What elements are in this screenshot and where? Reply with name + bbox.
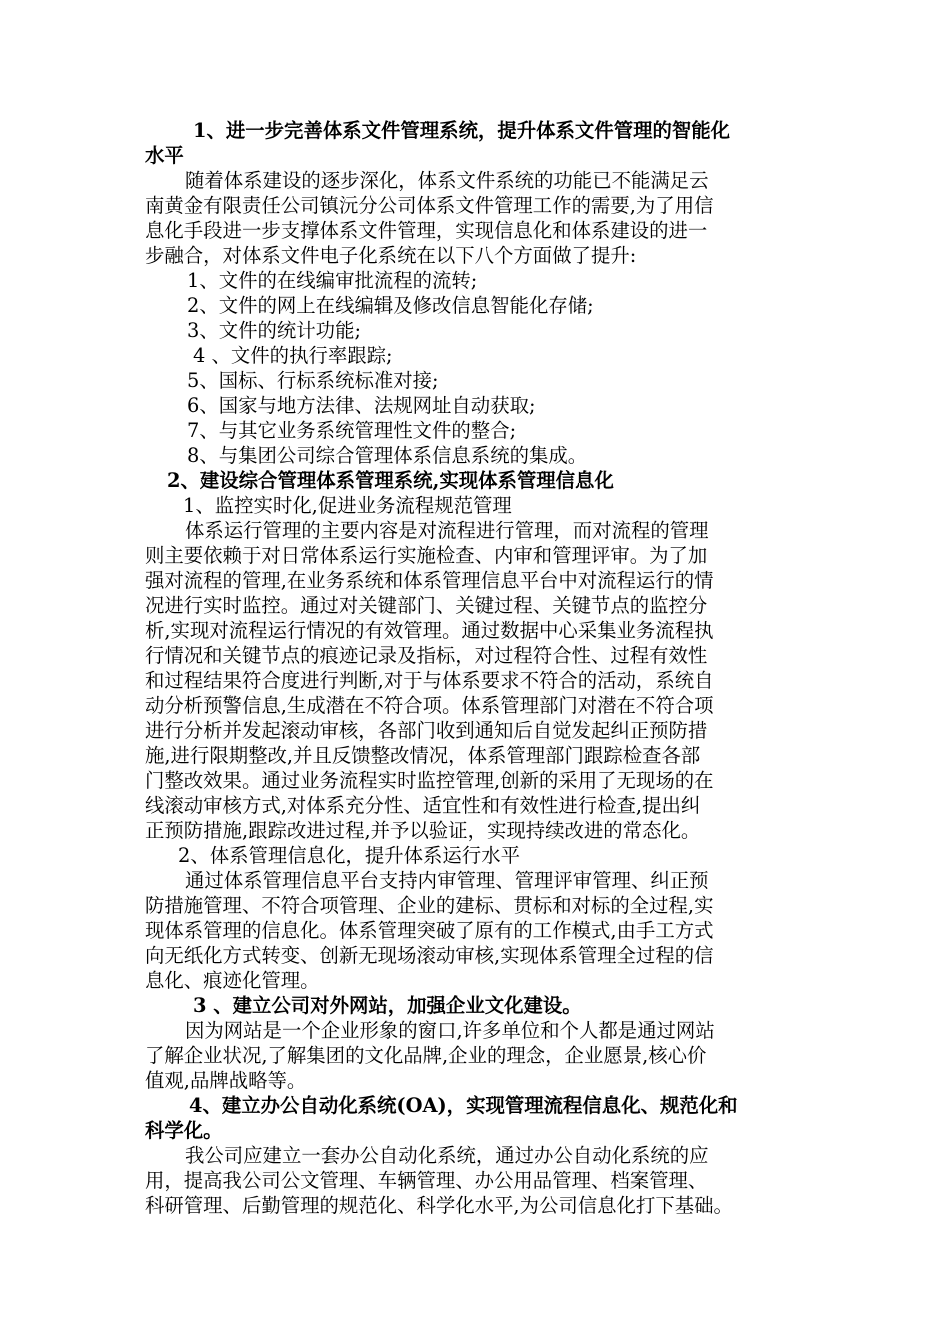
section1-item: 6、国家与地方法律、法规网址自动获取;	[187, 394, 536, 417]
section1-para-line: 南黄金有限责任公司镇沅分公司体系文件管理工作的需要,为了用信	[145, 194, 714, 217]
section1-item: 7、与其它业务系统管理性文件的整合;	[187, 419, 517, 442]
section2-sub1-line: 线滚动审核方式,对体系充分性、适宜性和有效性进行检查,提出纠	[145, 794, 701, 817]
section2-sub1-line: 进行分析并发起滚动审核，各部门收到通知后自觉发起纠正预防措	[145, 719, 708, 742]
section1-item: 2、文件的网上在线编辑及修改信息智能化存储;	[187, 294, 594, 317]
section1-item: 8、与集团公司综合管理体系信息系统的集成。	[187, 444, 588, 467]
section2-sub2-line: 通过体系管理信息平台支持内审管理、管理评审管理、纠正预	[185, 869, 709, 892]
section2-sub2-line: 息化、痕迹化管理。	[145, 969, 320, 992]
section2-sub1-line: 动分析预警信息,生成潜在不符合项。体系管理部门对潜在不符合项	[145, 694, 714, 717]
section1-para-line: 随着体系建设的逐步深化，体系文件系统的功能已不能满足云	[185, 169, 709, 192]
section2-sub1-heading: 1、监控实时化,促进业务流程规范管理	[183, 494, 512, 517]
section4-para-line: 科研管理、后勤管理的规范化、科学化水平,为公司信息化打下基础。	[145, 1194, 733, 1217]
section1-item: 3、文件的统计功能;	[187, 319, 361, 342]
section1-heading-line2: 水平	[145, 144, 184, 167]
section4-para-line: 用，提高我公司公文管理、车辆管理、办公用品管理、档案管理、	[145, 1169, 708, 1192]
section1-para-line: 步融合，对体系文件电子化系统在以下八个方面做了提升:	[145, 244, 637, 267]
section2-sub1-line: 行情况和关键节点的痕迹记录及指标，对过程符合性、过程有效性	[145, 644, 708, 667]
section2-sub1-line: 施,进行限期整改,并且反馈整改情况，体系管理部门跟踪检查各部	[145, 744, 701, 767]
document-page	[145, 118, 813, 1218]
section2-heading: 2、建设综合管理体系管理系统,实现体系管理信息化	[167, 469, 614, 492]
section1-heading-line1: 1、进一步完善体系文件管理系统，提升体系文件管理的智能化	[193, 119, 731, 142]
section2-sub1-line: 和过程结果符合度进行判断,对于与体系要求不符合的活动，系统自	[145, 669, 714, 692]
section3-para-line: 因为网站是一个企业形象的窗口,许多单位和个人都是通过网站	[185, 1019, 715, 1042]
section3-heading: 3 、建立公司对外网站，加强企业文化建设。	[193, 994, 582, 1017]
section1-item: 5、国标、行标系统标准对接;	[187, 369, 439, 392]
section2-sub1-line: 强对流程的管理,在业务系统和体系管理信息平台中对流程运行的情	[145, 569, 714, 592]
section4-heading-line2: 科学化。	[145, 1119, 223, 1142]
section3-para-line: 值观,品牌战略等。	[145, 1069, 307, 1092]
section2-sub1-line: 门整改效果。通过业务流程实时监控管理,创新的采用了无现场的在	[145, 769, 714, 792]
section2-sub2-line: 现体系管理的信息化。体系管理突破了原有的工作模式,由手工方式	[145, 919, 714, 942]
section3-para-line: 了解企业状况,了解集团的文化品牌,企业的理念，企业愿景,核心价	[145, 1044, 707, 1067]
section2-sub1-line: 况进行实时监控。通过对关键部门、关键过程、关键节点的监控分	[145, 594, 708, 617]
section2-sub1-line: 则主要依赖于对日常体系运行实施检查、内审和管理评审。为了加	[145, 544, 708, 567]
section2-sub1-line: 体系运行管理的主要内容是对流程进行管理，而对流程的管理	[185, 519, 709, 542]
section1-para-line: 息化手段进一步支撑体系文件管理，实现信息化和体系建设的进一	[145, 219, 708, 242]
section1-item: 4 、文件的执行率跟踪;	[193, 344, 393, 367]
section4-heading-line1: 4、建立办公自动化系统(OA)，实现管理流程信息化、规范化和	[189, 1094, 738, 1117]
section2-sub2-line: 向无纸化方式转变、创新无现场滚动审核,实现体系管理全过程的信	[145, 944, 714, 967]
section2-sub1-line: 析,实现对流程运行情况的有效管理。通过数据中心采集业务流程执	[145, 619, 714, 642]
section2-sub2-heading: 2、体系管理信息化，提升体系运行水平	[178, 844, 520, 867]
section2-sub2-line: 防措施管理、不符合项管理、企业的建标、贯标和对标的全过程,实	[145, 894, 714, 917]
section4-para-line: 我公司应建立一套办公自动化系统，通过办公自动化系统的应	[185, 1144, 709, 1167]
section1-item: 1、文件的在线编审批流程的流转;	[187, 269, 478, 292]
section2-sub1-line: 正预防措施,跟踪改进过程,并予以验证，实现持续改进的常态化。	[145, 819, 701, 842]
